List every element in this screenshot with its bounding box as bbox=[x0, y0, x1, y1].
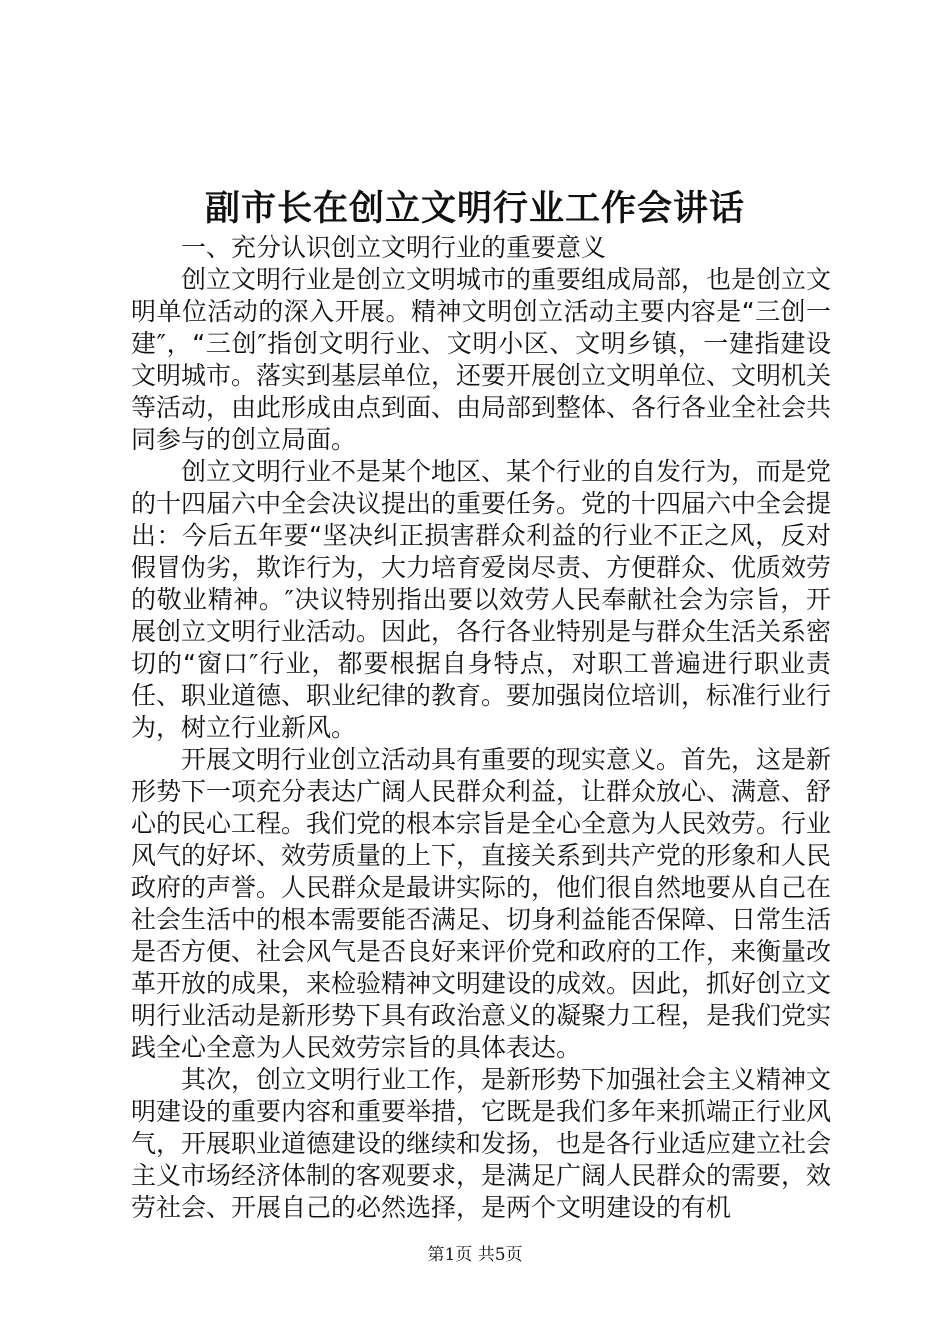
page-footer: 第1页 共5页 bbox=[427, 1245, 523, 1265]
paragraph: 其次，创立文明行业工作，是新形势下加强社会主义精神文明建设的重要内容和重要举措，它既是我们多年来抓端正行业风气，开展职业道德建设的继续和发扬，也是各行业适应建立社会主义市场经济体制的客观要求，是满足广阔人民群众的需要，效劳社会、开展自己的必然选择，是两个文明建设的有机 bbox=[131, 1065, 832, 1222]
section-heading: 一、充分认识创立文明行业的重要意义 bbox=[181, 233, 607, 262]
paragraph: 创立文明行业不是某个地区、某个行业的自发行为，而是党的十四届六中全会决议提出的重要任务。党的十四届六中全会提出：今后五年要“坚决纠正损害群众利益的行业不正之风，反对假冒伪劣，欺诈行为，大力培育爱岗尽责、方便群众、优质效劳的敬业精神。″决议特别指出要以效劳人民奉献社会为宗旨，开展创立文明行业活动。因此，各行各业特别是与群众生活关系密切的“窗口″行业，都要根据自身特点，对职工普遍进行职业责任、职业道德、职业纪律的教育。要加强岗位培训，标准行业行为，树立行业新风。 bbox=[131, 457, 832, 742]
paragraph: 创立文明行业是创立文明城市的重要组成局部，也是创立文明单位活动的深入开展。精神文明创立活动主要内容是“三创一建″，“三创″指创文明行业、文明小区、文明乡镇，一建指建设文明城市。落实到基层单位，还要开展创立文明单位、文明机关等活动，由此形成由点到面、由局部到整体、各行各业全社会共同参与的创立局面。 bbox=[131, 265, 832, 454]
document-title: 副市长在创立文明行业工作会讲话 bbox=[204, 188, 745, 229]
paragraph: 开展文明行业创立活动具有重要的现实意义。首先，这是新形势下一项充分表达广阔人民群众利益，让群众放心、满意、舒心的民心工程。我们党的根本宗旨是全心全意为人民效劳。行业风气的好坏、效劳质量的上下，直接关系到共产党的形象和人民政府的声誉。人民群众是最讲实际的，他们很自然地要从自己在社会生活中的根本需要能否满足、切身利益能否保障、日常生活是否方便、社会风气是否良好来评价党和政府的工作，来衡量改革开放的成果，来检验精神文明建设的成效。因此，抓好创立文明行业活动是新形势下具有政治意义的凝聚力工程，是我们党实践全心全意为人民效劳宗旨的具体表达。 bbox=[131, 745, 832, 1062]
document-body bbox=[131, 232, 831, 1224]
